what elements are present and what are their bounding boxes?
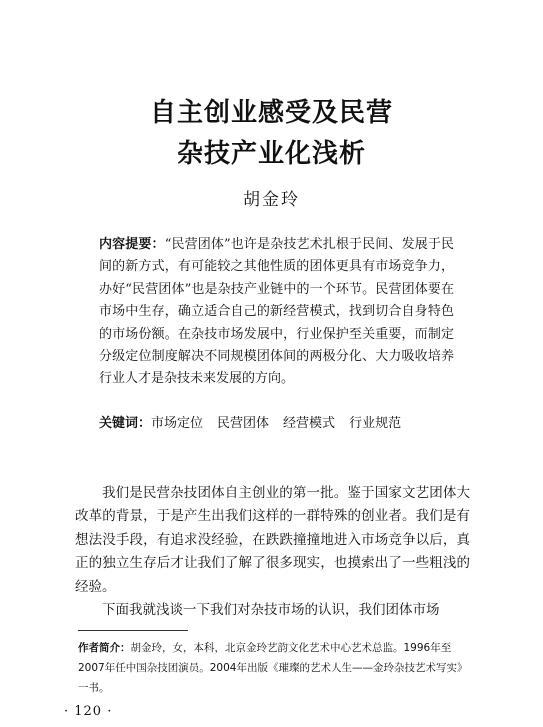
author-footnote [78, 638, 473, 698]
abstract-text: “民营团体”也许是杂技艺术扎根于民间、发展于民间的新方式，有可能较之其他性质的团体更具有市场竞争力，办好“民营团体”也是杂技产业链中的一个环节。民营团体要在市场中生存，确立适合自己的新经营模式，找到切合自身特色的市场份额。在杂技市场发展中，行业保护至关重要，而制定分级定位制度解决不同规模团体间的两极分化、大力吸收培养行业人才是杂技未来发展的方向。 [99, 237, 454, 387]
page-number: · 120 · [64, 704, 113, 719]
article-title-line-1: 自主创业感受及民营 [149, 98, 393, 128]
body-text [75, 482, 470, 622]
footnote-text: 胡金玲，女，本科，北京金玲艺韵文化艺术中心艺术总监。1996年至2007年任中国杂技团演员。2004年出版《璀璨的艺术人生——金玲杂技艺术写实》一书。 [78, 642, 468, 694]
keyword-item: 经营模式 [283, 416, 336, 431]
abstract-label: 内容提要： [99, 237, 165, 252]
keyword-item: 民营团体 [217, 416, 270, 431]
keywords [99, 414, 459, 434]
body-paragraph: 下面我就浅谈一下我们对杂技市场的认识，我们团体市场 [102, 602, 440, 619]
footnote-divider [78, 630, 188, 631]
footnote-label: 作者简介： [78, 642, 131, 654]
abstract [99, 234, 454, 391]
body-paragraph: 我们是民营杂技团体自主创业的第一批。鉴于国家文艺团体大改革的背景，于是产生出我们这样的一群特殊的创业者。我们是有想法没手段，有追求没经验，在跌跌撞撞地进入市场竞争以后，真正的独立生存后才让我们了解了很多现实，也摸索出了一些粗浅的经验。 [75, 485, 470, 595]
keyword-item: 行业规范 [349, 416, 402, 431]
author-name: 胡金玲 [243, 190, 300, 210]
article-title-line-2: 杂技产业化浅析 [176, 139, 366, 169]
keywords-label: 关键词： [99, 416, 152, 431]
keyword-item: 市场定位 [151, 416, 204, 431]
